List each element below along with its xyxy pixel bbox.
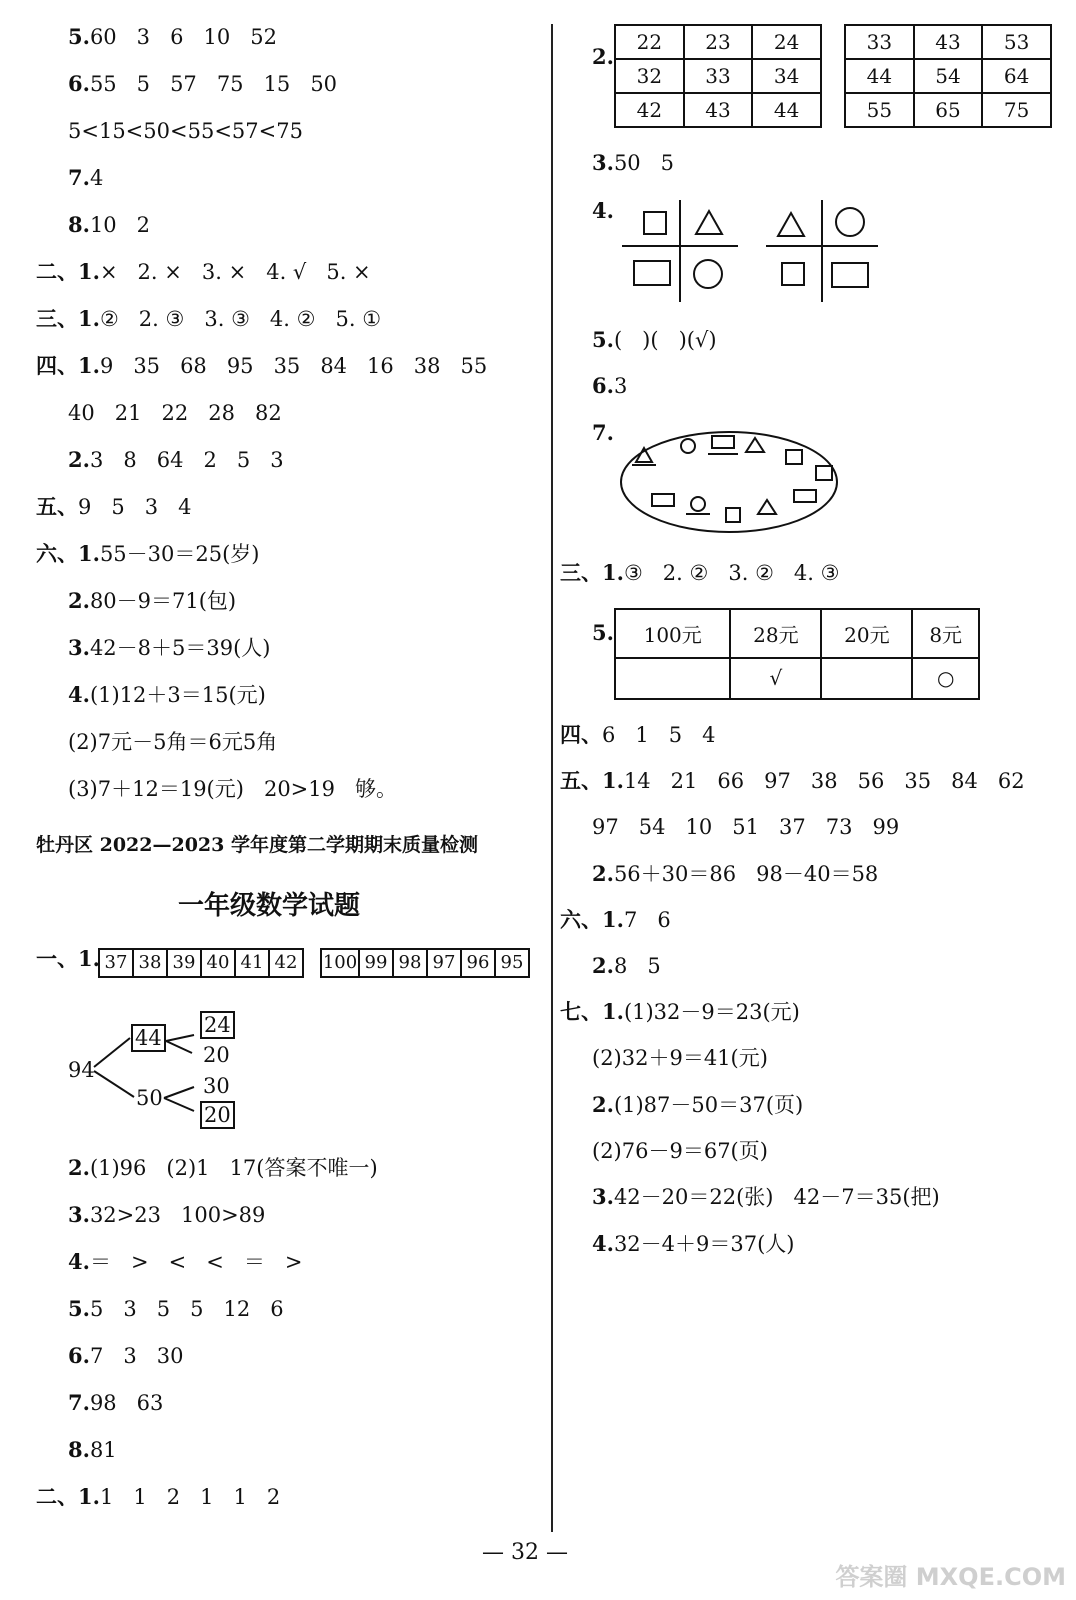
price-header: 100元	[615, 609, 730, 658]
price-mark	[821, 658, 912, 699]
sequence-cell: 40	[200, 948, 236, 978]
question-label: 5.	[592, 620, 614, 645]
grid-cell: 54	[914, 59, 983, 93]
answer-line: 5<15<50<55<57<75	[68, 119, 303, 143]
exam-title: 一年级数学试题	[178, 891, 361, 921]
answer-line: 六、1.7 6	[560, 907, 671, 932]
answer-line: 97 54 10 51 37 73 99	[592, 815, 900, 839]
answer-line: 3.42－20＝22(张) 42－7＝35(把)	[592, 1184, 940, 1209]
answer-line: 三、1.③ 2. ② 3. ② 4. ③	[560, 560, 840, 585]
tree-node: 50	[136, 1086, 163, 1110]
answer-line: (2)76－9＝67(页)	[592, 1139, 768, 1163]
answer-line: 6.3	[592, 373, 628, 398]
price-header: 28元	[730, 609, 821, 658]
answer-line: 5.5 3 5 5 12 6	[68, 1296, 284, 1321]
answer-line: 3.42－8＋5＝39(人)	[68, 635, 271, 660]
tree-leaf: 30	[203, 1074, 230, 1098]
answer-line: 二、1.1 1 2 1 1 2	[36, 1484, 281, 1509]
answer-line: (2)32＋9＝41(元)	[592, 1046, 768, 1070]
price-mark	[615, 658, 730, 699]
number-grid-1	[614, 24, 822, 128]
answer-line: (2)7元－5角＝6元5角	[68, 730, 278, 754]
tree-root: 94	[68, 1058, 95, 1082]
shape-oval-set	[618, 428, 842, 538]
grid-cell: 53	[982, 25, 1051, 59]
answer-line: 二、1.× 2. × 3. × 4. √ 5. ×	[36, 259, 371, 284]
question-label: 4.	[592, 198, 614, 223]
grid-cell: 33	[684, 59, 753, 93]
grid-cell: 43	[914, 25, 983, 59]
answer-line: 2.(1)96 (2)1 17(答案不唯一)	[68, 1155, 378, 1180]
answer-line: 4.32－4＋9＝37(人)	[592, 1231, 795, 1256]
question-label: 7.	[592, 420, 614, 445]
answer-line: 8.10 2	[68, 212, 151, 237]
answer-line: 4.＝ > < < ＝ >	[68, 1249, 303, 1274]
tree-leaf-boxed: 20	[200, 1101, 235, 1129]
grid-cell: 55	[845, 93, 914, 127]
answer-line: 6.7 3 30	[68, 1343, 184, 1368]
answer-line: 五、9 5 3 4	[36, 494, 192, 519]
answer-line: 2.80－9＝71(包)	[68, 588, 237, 613]
answer-line: 5.( )( )(√)	[592, 327, 717, 352]
grid-cell: 23	[684, 25, 753, 59]
shape-quadrants	[618, 198, 898, 302]
grid-cell: 64	[982, 59, 1051, 93]
grid-cell: 22	[615, 25, 684, 59]
sequence-cell: 42	[268, 948, 304, 978]
answer-line: 5.60 3 6 10 52	[68, 24, 277, 49]
sequence-cell: 95	[494, 948, 530, 978]
sequence-cell: 98	[392, 948, 428, 978]
price-header: 8元	[912, 609, 979, 658]
exam-header: 牡丹区 2022—2023 学年度第二学期期末质量检测	[36, 834, 478, 856]
grid-cell: 75	[982, 93, 1051, 127]
price-header: 20元	[821, 609, 912, 658]
grid-cell: 44	[845, 59, 914, 93]
answer-line: 3.50 5	[592, 150, 675, 175]
answer-line: 四、6 1 5 4	[560, 722, 716, 747]
grid-cell: 33	[845, 25, 914, 59]
grid-cell: 42	[615, 93, 684, 127]
answer-line: 2.(1)87－50＝37(页)	[592, 1092, 804, 1117]
answer-line: 六、1.55－30＝25(岁)	[36, 541, 260, 566]
sequence-cell: 99	[358, 948, 394, 978]
sequence-cell: 97	[426, 948, 462, 978]
answer-line: 6.55 5 57 75 15 50	[68, 71, 338, 96]
price-mark: √	[730, 658, 821, 699]
answer-line: 五、1.14 21 66 97 38 56 35 84 62	[560, 768, 1025, 793]
question-label: 一、1.	[36, 946, 100, 971]
grid-cell: 34	[752, 59, 821, 93]
answer-line: 2.3 8 64 2 5 3	[68, 447, 284, 472]
answer-line: 四、1.9 35 68 95 35 84 16 38 55	[36, 353, 488, 378]
grid-cell: 65	[914, 93, 983, 127]
tree-leaf: 20	[203, 1043, 230, 1067]
grid-cell: 32	[615, 59, 684, 93]
sequence-cell: 37	[98, 948, 134, 978]
number-sequence-2	[322, 948, 530, 978]
answer-line: 8.81	[68, 1437, 117, 1462]
number-sequence-1	[100, 948, 304, 978]
answer-line: 7.4	[68, 165, 104, 190]
price-mark: ○	[912, 658, 979, 699]
page-number: — 32 —	[482, 1540, 568, 1565]
answer-line: (3)7＋12＝19(元) 20>19 够。	[68, 777, 398, 801]
sequence-cell: 39	[166, 948, 202, 978]
sequence-cell: 96	[460, 948, 496, 978]
answer-line: 40 21 22 28 82	[68, 401, 282, 425]
answer-line: 2.8 5	[592, 953, 661, 978]
grid-cell: 24	[752, 25, 821, 59]
grid-cell: 44	[752, 93, 821, 127]
grid-cell: 43	[684, 93, 753, 127]
answer-line: 七、1.(1)32－9＝23(元)	[560, 999, 800, 1024]
question-label: 2.	[592, 44, 614, 69]
sequence-cell: 100	[320, 948, 360, 978]
watermark: 答案圈 MXQE.COM	[835, 1563, 1066, 1591]
sequence-cell: 38	[132, 948, 168, 978]
answer-line: 2.56＋30＝86 98－40＝58	[592, 861, 879, 886]
sequence-cell: 41	[234, 948, 270, 978]
tree-leaf-boxed: 24	[200, 1011, 235, 1039]
number-grid-2	[844, 24, 1052, 128]
answer-line: 三、1.② 2. ③ 3. ③ 4. ② 5. ①	[36, 306, 382, 331]
answer-line: 4.(1)12＋3＝15(元)	[68, 682, 266, 707]
answer-line: 7.98 63	[68, 1390, 164, 1415]
column-divider	[551, 24, 553, 1532]
answer-line: 3.32>23 100>89	[68, 1202, 266, 1227]
tree-node-boxed: 44	[131, 1024, 166, 1052]
price-table	[614, 608, 980, 700]
